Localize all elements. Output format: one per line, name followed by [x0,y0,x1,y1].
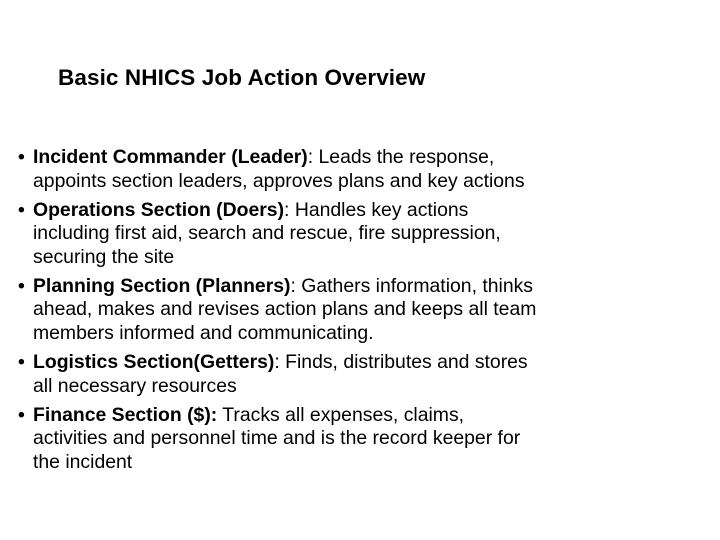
bullet-item-finance [18,404,698,475]
bullet-text: : Handles key actions [284,198,469,221]
bullet-text: appoints section leaders, approves plans and key actions [33,169,525,192]
bullet-symbol: • [18,274,25,297]
bullet-term: Operations Section (Doers) [33,198,285,221]
bullet-text: securing the site [33,245,175,268]
bullet-text: all necessary resources [33,374,237,397]
bullet-item-logistics [18,351,698,398]
bullet-symbol: • [18,198,25,221]
bullet-text: : Finds, distributes and stores [274,350,528,373]
bullet-term: Incident Commander (Leader) [33,146,308,168]
bullet-text: including first aid, search and rescue, fire suppression, [33,222,501,245]
bullet-text: Tracks all expenses, claims, [217,403,465,426]
bullet-term: Planning Section (Planners) [33,274,291,297]
bullet-list [18,146,698,480]
bullet-text: activities and personnel time and is the record keeper for [33,427,521,450]
bullet-item-planning [18,275,698,346]
slide-title: Basic NHICS Job Action Overview [58,65,426,90]
bullet-item-incident-commander [18,146,698,193]
bullet-text: : Gathers information, thinks [290,274,534,297]
bullet-symbol: • [18,403,25,426]
bullet-term: Logistics Section(Getters) [33,350,275,373]
bullet-text: the incident [33,450,133,473]
bullet-text: ahead, makes and revises action plans and keeps all team [33,298,537,321]
bullet-symbol: • [18,350,25,373]
bullet-symbol: • [18,146,25,168]
bullet-text: members informed and communicating. [33,321,374,344]
bullet-term: Finance Section ($): [33,403,218,426]
bullet-text: : Leads the response, [307,146,495,168]
bullet-item-operations [18,199,698,270]
